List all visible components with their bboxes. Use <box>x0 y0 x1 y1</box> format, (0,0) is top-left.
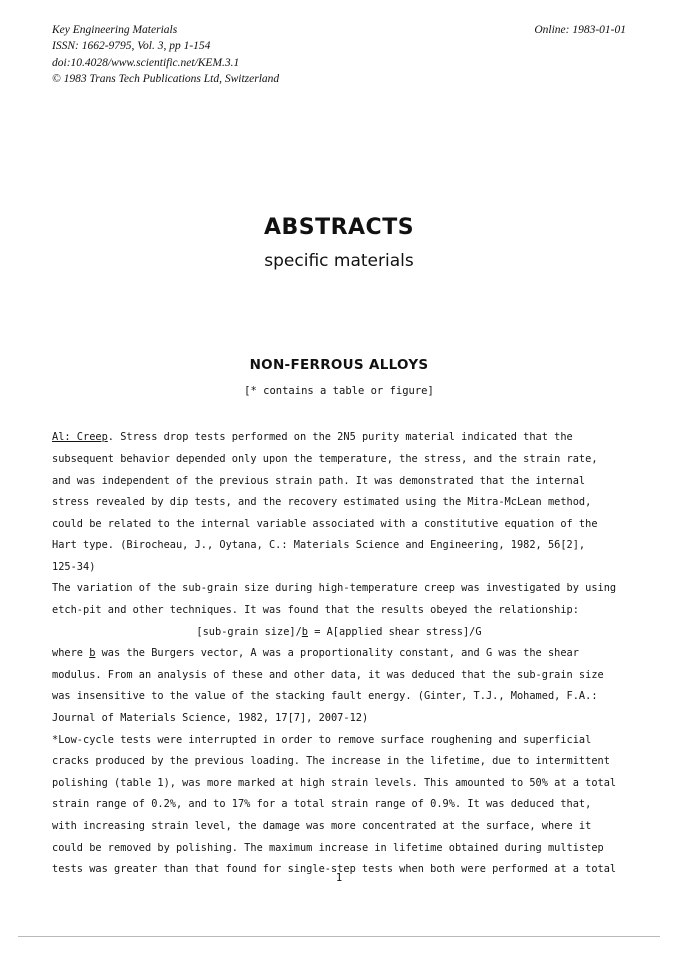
header-journal-title: Key Engineering Materials <box>52 24 178 36</box>
section-heading-block <box>52 357 626 397</box>
paragraph-line-text: where b was the Burgers vector, A was a proportionality constant, and G was the shear <box>52 647 579 660</box>
paragraph-line: etch-pit and other techniques. It was found that the results obeyed the relationship: <box>52 604 579 617</box>
page-subtitle: specific materials <box>264 251 414 272</box>
abstract-paragraph-3 <box>52 730 626 881</box>
section-title: NON-FERROUS ALLOYS <box>249 357 429 374</box>
page-number: 1 <box>335 872 343 884</box>
paragraph-line: The variation of the sub-grain size during high-temperature creep was investigated by using <box>52 582 617 595</box>
paragraph-line: could be removed by polishing. The maximum increase in lifetime obtained during multistep <box>52 841 604 854</box>
variable-b: b <box>301 625 308 638</box>
page-header <box>52 22 626 87</box>
paragraph-line: tests was greater than that found for single-step tests when both were performed at a total <box>52 863 617 876</box>
abstract-paragraph-2 <box>52 578 626 729</box>
paragraph-line: cracks produced by the previous loading. The increase in the lifetime, due to intermittent <box>52 755 610 768</box>
header-copyright-line: © 1983 Trans Tech Publications Ltd, Switzerland <box>52 72 280 85</box>
paragraph-line: subsequent behavior depended only upon the temperature, the stress, and the strain rate, <box>52 452 598 465</box>
abstract-paragraph-1 <box>52 427 626 578</box>
header-online-date <box>534 22 626 38</box>
paragraph-line <box>52 427 626 449</box>
paragraph-line: could be related to the internal variable associated with a constitutive equation of the <box>52 517 598 530</box>
variable-b: b <box>89 647 96 660</box>
page-bottom-divider <box>18 936 660 937</box>
page-title: ABSTRACTS <box>263 215 415 241</box>
paragraph-line: with increasing strain level, the damage was more concentrated at the surface, where it <box>52 820 592 832</box>
paragraph-line: 125-34) <box>52 560 96 573</box>
header-online-date-value: Online: 1983-01-01 <box>534 24 626 36</box>
section-note: [* contains a table or figure] <box>244 385 434 398</box>
paragraph-line: and was independent of the previous strain path. It was demonstrated that the internal <box>52 474 586 487</box>
document-title-block <box>52 215 626 271</box>
paragraph-line-text: . Stress drop tests performed on the 2N5 purity material indicated that the <box>107 431 573 444</box>
paragraph-line: modulus. From an analysis of these and other data, it was deduced that the sub-grain size <box>52 668 604 681</box>
abstract-body <box>52 427 626 880</box>
header-doi-line: doi:10.4028/www.scientific.net/KEM.3.1 <box>52 56 240 69</box>
header-publication-info <box>52 22 279 87</box>
paragraph-line: *Low-cycle tests were interrupted in order to remove surface roughening and superficial <box>52 733 592 746</box>
paragraph-line: stress revealed by dip tests, and the recovery estimated using the Mitra-McLean method, <box>52 496 592 509</box>
header-issn-line: ISSN: 1662-9795, Vol. 3, pp 1-154 <box>52 40 211 53</box>
inline-equation: [sub-grain size]/b = A[applied shear stress]/G <box>196 625 482 638</box>
paragraph-line: strain range of 0.2%, and to 17% for a total strain range of 0.9%. It was deduced that, <box>52 798 592 811</box>
paragraph-line: was insensitive to the value of the stacking fault energy. (Ginter, T.J., Mohamed, F.A.: <box>52 690 598 703</box>
paragraph-line: polishing (table 1), was more marked at high strain levels. This amounted to 50% at a total <box>52 776 617 789</box>
entry-keyword: Al: Creep <box>52 431 108 444</box>
paragraph-line <box>52 643 626 665</box>
paragraph-line: Hart type. (Birocheau, J., Oytana, C.: Materials Science and Engineering, 1982, 56[2], <box>52 539 586 552</box>
paragraph-line: Journal of Materials Science, 1982, 17[7], 2007-12) <box>52 712 369 725</box>
